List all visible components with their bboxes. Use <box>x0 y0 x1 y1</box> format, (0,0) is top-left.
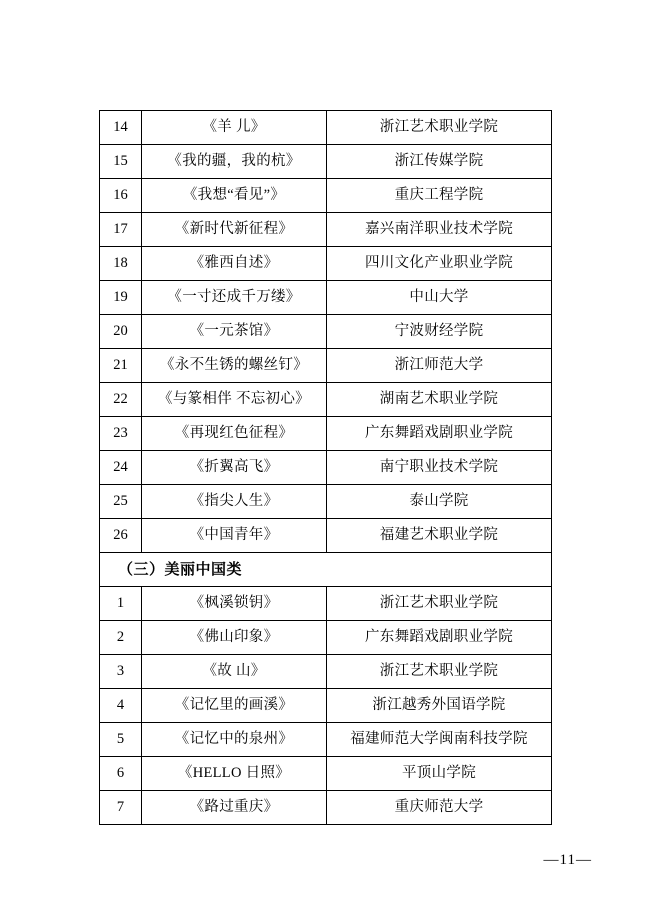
row-number-cell: 6 <box>100 757 142 791</box>
work-title-cell: 《雅西自述》 <box>142 247 327 281</box>
table-row <box>100 655 552 689</box>
table-row <box>100 247 552 281</box>
row-number-cell: 5 <box>100 723 142 757</box>
organization-cell: 平顶山学院 <box>327 757 552 791</box>
row-number-cell: 26 <box>100 519 142 553</box>
organization-cell: 浙江艺术职业学院 <box>327 111 552 145</box>
row-number-cell: 21 <box>100 349 142 383</box>
organization-cell: 浙江艺术职业学院 <box>327 587 552 621</box>
organization-cell: 浙江师范大学 <box>327 349 552 383</box>
row-number-cell: 24 <box>100 451 142 485</box>
work-title-cell: 《永不生锈的螺丝钉》 <box>142 349 327 383</box>
work-title-cell: 《路过重庆》 <box>142 791 327 825</box>
work-title-cell: 《一寸还成千万缕》 <box>142 281 327 315</box>
table-row <box>100 111 552 145</box>
organization-cell: 广东舞蹈戏剧职业学院 <box>327 621 552 655</box>
organization-cell: 四川文化产业职业学院 <box>327 247 552 281</box>
work-title-cell: 《与篆相伴 不忘初心》 <box>142 383 327 417</box>
work-title-cell: 《我想“看见”》 <box>142 179 327 213</box>
table-row <box>100 315 552 349</box>
organization-cell: 湖南艺术职业学院 <box>327 383 552 417</box>
organization-cell: 浙江越秀外国语学院 <box>327 689 552 723</box>
organization-cell: 广东舞蹈戏剧职业学院 <box>327 417 552 451</box>
work-title-cell: 《再现红色征程》 <box>142 417 327 451</box>
organization-cell: 重庆工程学院 <box>327 179 552 213</box>
table-row <box>100 349 552 383</box>
row-number-cell: 4 <box>100 689 142 723</box>
row-number-cell: 2 <box>100 621 142 655</box>
work-title-cell: 《枫溪锁钥》 <box>142 587 327 621</box>
table-row <box>100 451 552 485</box>
organization-cell: 福建艺术职业学院 <box>327 519 552 553</box>
work-title-cell: 《故 山》 <box>142 655 327 689</box>
table-body <box>100 111 552 825</box>
row-number-cell: 25 <box>100 485 142 519</box>
page-number: —11— <box>543 852 592 868</box>
table-row <box>100 145 552 179</box>
row-number-cell: 22 <box>100 383 142 417</box>
table-row <box>100 723 552 757</box>
organization-cell: 泰山学院 <box>327 485 552 519</box>
table-row <box>100 757 552 791</box>
work-title-cell: 《HELLO 日照》 <box>142 757 327 791</box>
row-number-cell: 16 <box>100 179 142 213</box>
table-row <box>100 689 552 723</box>
table-row <box>100 519 552 553</box>
work-title-cell: 《记忆里的画溪》 <box>142 689 327 723</box>
row-number-cell: 19 <box>100 281 142 315</box>
organization-cell: 南宁职业技术学院 <box>327 451 552 485</box>
work-title-cell: 《新时代新征程》 <box>142 213 327 247</box>
work-title-cell: 《佛山印象》 <box>142 621 327 655</box>
row-number-cell: 17 <box>100 213 142 247</box>
table-row <box>100 383 552 417</box>
row-number-cell: 3 <box>100 655 142 689</box>
table-row <box>100 485 552 519</box>
row-number-cell: 23 <box>100 417 142 451</box>
organization-cell: 嘉兴南洋职业技术学院 <box>327 213 552 247</box>
row-number-cell: 7 <box>100 791 142 825</box>
award-list-table <box>99 110 552 825</box>
row-number-cell: 1 <box>100 587 142 621</box>
work-title-cell: 《一元茶馆》 <box>142 315 327 349</box>
table-row <box>100 179 552 213</box>
work-title-cell: 《记忆中的泉州》 <box>142 723 327 757</box>
work-title-cell: 《中国青年》 <box>142 519 327 553</box>
table-row <box>100 587 552 621</box>
work-title-cell: 《指尖人生》 <box>142 485 327 519</box>
organization-cell: 浙江艺术职业学院 <box>327 655 552 689</box>
table-row <box>100 213 552 247</box>
table-row <box>100 621 552 655</box>
table-row <box>100 791 552 825</box>
organization-cell: 重庆师范大学 <box>327 791 552 825</box>
work-title-cell: 《羊 儿》 <box>142 111 327 145</box>
work-title-cell: 《折翼高飞》 <box>142 451 327 485</box>
organization-cell: 浙江传媒学院 <box>327 145 552 179</box>
table-row <box>100 281 552 315</box>
row-number-cell: 15 <box>100 145 142 179</box>
row-number-cell: 14 <box>100 111 142 145</box>
organization-cell: 中山大学 <box>327 281 552 315</box>
table-row <box>100 417 552 451</box>
table-category-row <box>100 553 552 587</box>
row-number-cell: 20 <box>100 315 142 349</box>
organization-cell: 福建师范大学闽南科技学院 <box>327 723 552 757</box>
work-title-cell: 《我的疆，我的杭》 <box>142 145 327 179</box>
row-number-cell: 18 <box>100 247 142 281</box>
category-label: （三）美丽中国类 <box>100 553 552 587</box>
organization-cell: 宁波财经学院 <box>327 315 552 349</box>
